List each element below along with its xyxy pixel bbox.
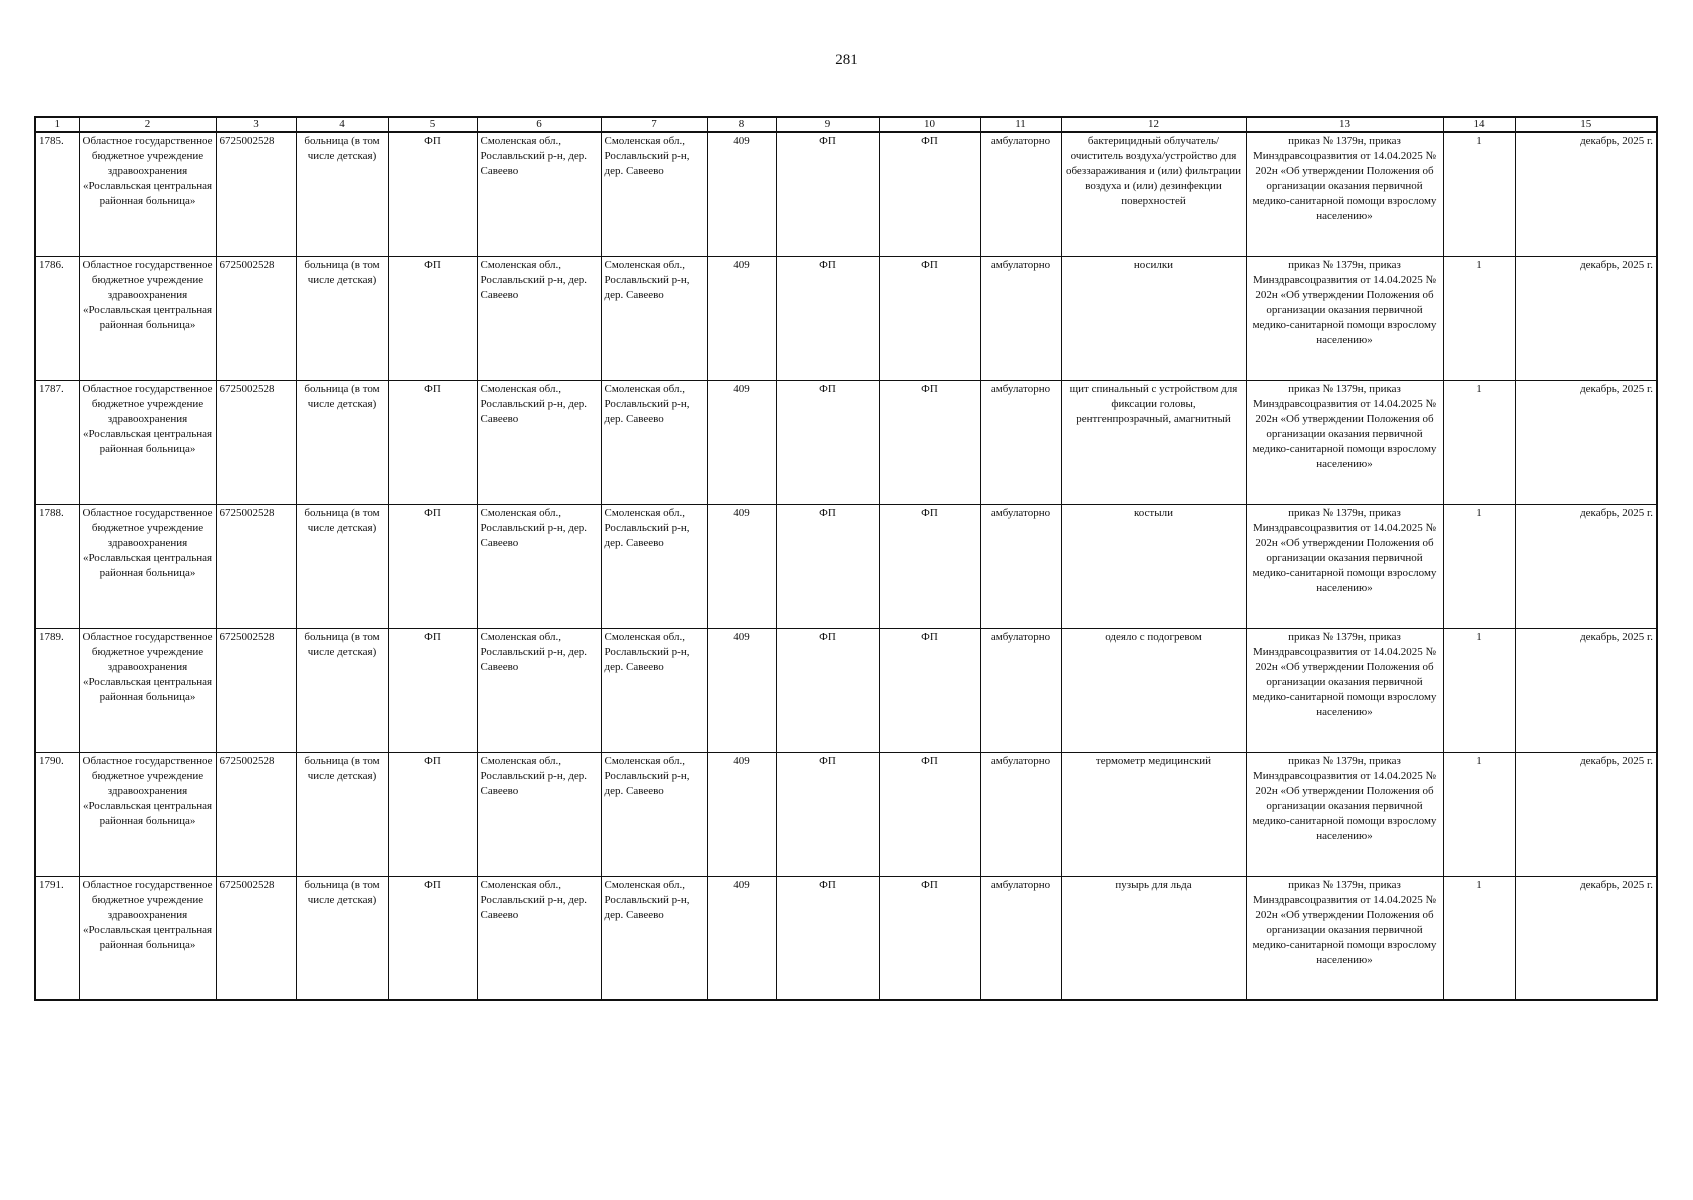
order-reference: приказ № 1379н, приказ Минздравсоцразвития от 14.04.2025 № 202н «Об утверждении Положения об организации оказания первичной медико-санитарной помощи взрослому населению» xyxy=(1246,628,1443,752)
row-number: 1787. xyxy=(35,380,79,504)
column-header: 2 xyxy=(79,117,216,132)
quantity-cell: 1 xyxy=(1443,628,1515,752)
organization-name: Областное государственное бюджетное учреждение здравоохранения «Рославльская центральная районная больница» xyxy=(79,752,216,876)
unit-code: ФП xyxy=(879,628,980,752)
table-row xyxy=(35,752,1657,876)
page-number: 281 xyxy=(835,52,858,68)
column-header: 7 xyxy=(601,117,707,132)
unit-code: ФП xyxy=(388,504,477,628)
code-cell: 409 xyxy=(707,380,776,504)
address-cell: Смоленская обл., Рославльский р-н, дер. Савеево xyxy=(477,132,601,256)
address-cell: Смоленская обл., Рославльский р-н, дер. Савеево xyxy=(477,876,601,1000)
address-cell: Смоленская обл., Рославльский р-н, дер. Савеево xyxy=(477,752,601,876)
unit-code: ФП xyxy=(776,380,879,504)
equipment-name: пузырь для льда xyxy=(1061,876,1246,1000)
unit-code: ФП xyxy=(776,256,879,380)
equipment-name: щит спинальный с устройством для фиксации головы, рентгенпрозрачный, амагнитный xyxy=(1061,380,1246,504)
date-cell: декабрь, 2025 г. xyxy=(1515,256,1657,380)
unit-code: ФП xyxy=(879,504,980,628)
care-type: амбулаторно xyxy=(980,132,1061,256)
inn-cell: 6725002528 xyxy=(216,256,296,380)
column-header: 3 xyxy=(216,117,296,132)
row-number: 1790. xyxy=(35,752,79,876)
table-row xyxy=(35,132,1657,256)
facility-type: больница (в том числе детская) xyxy=(296,132,388,256)
quantity-cell: 1 xyxy=(1443,752,1515,876)
column-header: 13 xyxy=(1246,117,1443,132)
column-header: 15 xyxy=(1515,117,1657,132)
unit-code: ФП xyxy=(388,752,477,876)
care-type: амбулаторно xyxy=(980,256,1061,380)
order-reference: приказ № 1379н, приказ Минздравсоцразвития от 14.04.2025 № 202н «Об утверждении Положения об организации оказания первичной медико-санитарной помощи взрослому населению» xyxy=(1246,132,1443,256)
equipment-name: одеяло с подогревом xyxy=(1061,628,1246,752)
address-cell: Смоленская обл., Рославльский р-н, дер. Савеево xyxy=(477,504,601,628)
unit-code: ФП xyxy=(879,380,980,504)
quantity-cell: 1 xyxy=(1443,380,1515,504)
code-cell: 409 xyxy=(707,876,776,1000)
inn-cell: 6725002528 xyxy=(216,876,296,1000)
date-cell: декабрь, 2025 г. xyxy=(1515,504,1657,628)
table-row xyxy=(35,256,1657,380)
order-reference: приказ № 1379н, приказ Минздравсоцразвития от 14.04.2025 № 202н «Об утверждении Положения об организации оказания первичной медико-санитарной помощи взрослому населению» xyxy=(1246,504,1443,628)
facility-type: больница (в том числе детская) xyxy=(296,504,388,628)
code-cell: 409 xyxy=(707,256,776,380)
unit-code: ФП xyxy=(776,752,879,876)
header-row xyxy=(35,117,1657,132)
equipment-name: носилки xyxy=(1061,256,1246,380)
order-reference: приказ № 1379н, приказ Минздравсоцразвития от 14.04.2025 № 202н «Об утверждении Положения об организации оказания первичной медико-санитарной помощи взрослому населению» xyxy=(1246,876,1443,1000)
column-header: 1 xyxy=(35,117,79,132)
inn-cell: 6725002528 xyxy=(216,380,296,504)
column-header: 5 xyxy=(388,117,477,132)
inn-cell: 6725002528 xyxy=(216,504,296,628)
unit-code: ФП xyxy=(776,628,879,752)
equipment-name: бактерицидный облучатель/очиститель воздуха/устройство для обеззараживания и (или) фильтрации воздуха и (или) дезинфекции поверхностей xyxy=(1061,132,1246,256)
table-row xyxy=(35,504,1657,628)
care-type: амбулаторно xyxy=(980,628,1061,752)
table-header xyxy=(35,117,1657,132)
date-cell: декабрь, 2025 г. xyxy=(1515,380,1657,504)
code-cell: 409 xyxy=(707,628,776,752)
row-number: 1791. xyxy=(35,876,79,1000)
unit-code: ФП xyxy=(879,132,980,256)
column-header: 11 xyxy=(980,117,1061,132)
care-type: амбулаторно xyxy=(980,752,1061,876)
column-header: 8 xyxy=(707,117,776,132)
organization-name: Областное государственное бюджетное учреждение здравоохранения «Рославльская центральная районная больница» xyxy=(79,132,216,256)
quantity-cell: 1 xyxy=(1443,132,1515,256)
address-cell: Смоленская обл., Рославльский р-н, дер. Савеево xyxy=(601,628,707,752)
row-number: 1788. xyxy=(35,504,79,628)
equipment-name: термометр медицинский xyxy=(1061,752,1246,876)
column-header: 10 xyxy=(879,117,980,132)
unit-code: ФП xyxy=(879,876,980,1000)
table-row xyxy=(35,380,1657,504)
organization-name: Областное государственное бюджетное учреждение здравоохранения «Рославльская центральная районная больница» xyxy=(79,380,216,504)
code-cell: 409 xyxy=(707,132,776,256)
address-cell: Смоленская обл., Рославльский р-н, дер. Савеево xyxy=(601,380,707,504)
row-number: 1785. xyxy=(35,132,79,256)
facility-type: больница (в том числе детская) xyxy=(296,752,388,876)
unit-code: ФП xyxy=(879,256,980,380)
code-cell: 409 xyxy=(707,752,776,876)
unit-code: ФП xyxy=(776,876,879,1000)
address-cell: Смоленская обл., Рославльский р-н, дер. Савеево xyxy=(477,380,601,504)
date-cell: декабрь, 2025 г. xyxy=(1515,876,1657,1000)
table-row xyxy=(35,628,1657,752)
address-cell: Смоленская обл., Рославльский р-н, дер. Савеево xyxy=(477,256,601,380)
facility-type: больница (в том числе детская) xyxy=(296,876,388,1000)
address-cell: Смоленская обл., Рославльский р-н, дер. Савеево xyxy=(601,132,707,256)
care-type: амбулаторно xyxy=(980,876,1061,1000)
date-cell: декабрь, 2025 г. xyxy=(1515,132,1657,256)
organization-name: Областное государственное бюджетное учреждение здравоохранения «Рославльская центральная районная больница» xyxy=(79,628,216,752)
table-row xyxy=(35,876,1657,1000)
order-reference: приказ № 1379н, приказ Минздравсоцразвития от 14.04.2025 № 202н «Об утверждении Положения об организации оказания первичной медико-санитарной помощи взрослому населению» xyxy=(1246,256,1443,380)
facility-type: больница (в том числе детская) xyxy=(296,380,388,504)
unit-code: ФП xyxy=(388,132,477,256)
unit-code: ФП xyxy=(879,752,980,876)
organization-name: Областное государственное бюджетное учреждение здравоохранения «Рославльская центральная районная больница» xyxy=(79,504,216,628)
inn-cell: 6725002528 xyxy=(216,628,296,752)
address-cell: Смоленская обл., Рославльский р-н, дер. Савеево xyxy=(601,752,707,876)
unit-code: ФП xyxy=(776,504,879,628)
date-cell: декабрь, 2025 г. xyxy=(1515,628,1657,752)
order-reference: приказ № 1379н, приказ Минздравсоцразвития от 14.04.2025 № 202н «Об утверждении Положения об организации оказания первичной медико-санитарной помощи взрослому населению» xyxy=(1246,380,1443,504)
column-header: 12 xyxy=(1061,117,1246,132)
quantity-cell: 1 xyxy=(1443,256,1515,380)
address-cell: Смоленская обл., Рославльский р-н, дер. Савеево xyxy=(601,256,707,380)
registry-table xyxy=(34,116,1658,1001)
unit-code: ФП xyxy=(388,256,477,380)
care-type: амбулаторно xyxy=(980,380,1061,504)
quantity-cell: 1 xyxy=(1443,504,1515,628)
organization-name: Областное государственное бюджетное учреждение здравоохранения «Рославльская центральная районная больница» xyxy=(79,256,216,380)
facility-type: больница (в том числе детская) xyxy=(296,256,388,380)
date-cell: декабрь, 2025 г. xyxy=(1515,752,1657,876)
inn-cell: 6725002528 xyxy=(216,752,296,876)
equipment-name: костыли xyxy=(1061,504,1246,628)
column-header: 14 xyxy=(1443,117,1515,132)
unit-code: ФП xyxy=(388,380,477,504)
organization-name: Областное государственное бюджетное учреждение здравоохранения «Рославльская центральная районная больница» xyxy=(79,876,216,1000)
address-cell: Смоленская обл., Рославльский р-н, дер. Савеево xyxy=(601,876,707,1000)
column-header: 6 xyxy=(477,117,601,132)
order-reference: приказ № 1379н, приказ Минздравсоцразвития от 14.04.2025 № 202н «Об утверждении Положения об организации оказания первичной медико-санитарной помощи взрослому населению» xyxy=(1246,752,1443,876)
column-header: 4 xyxy=(296,117,388,132)
unit-code: ФП xyxy=(388,628,477,752)
address-cell: Смоленская обл., Рославльский р-н, дер. Савеево xyxy=(601,504,707,628)
quantity-cell: 1 xyxy=(1443,876,1515,1000)
column-header: 9 xyxy=(776,117,879,132)
address-cell: Смоленская обл., Рославльский р-н, дер. Савеево xyxy=(477,628,601,752)
code-cell: 409 xyxy=(707,504,776,628)
inn-cell: 6725002528 xyxy=(216,132,296,256)
care-type: амбулаторно xyxy=(980,504,1061,628)
row-number: 1786. xyxy=(35,256,79,380)
row-number: 1789. xyxy=(35,628,79,752)
unit-code: ФП xyxy=(388,876,477,1000)
table-body xyxy=(35,132,1657,1000)
facility-type: больница (в том числе детская) xyxy=(296,628,388,752)
unit-code: ФП xyxy=(776,132,879,256)
